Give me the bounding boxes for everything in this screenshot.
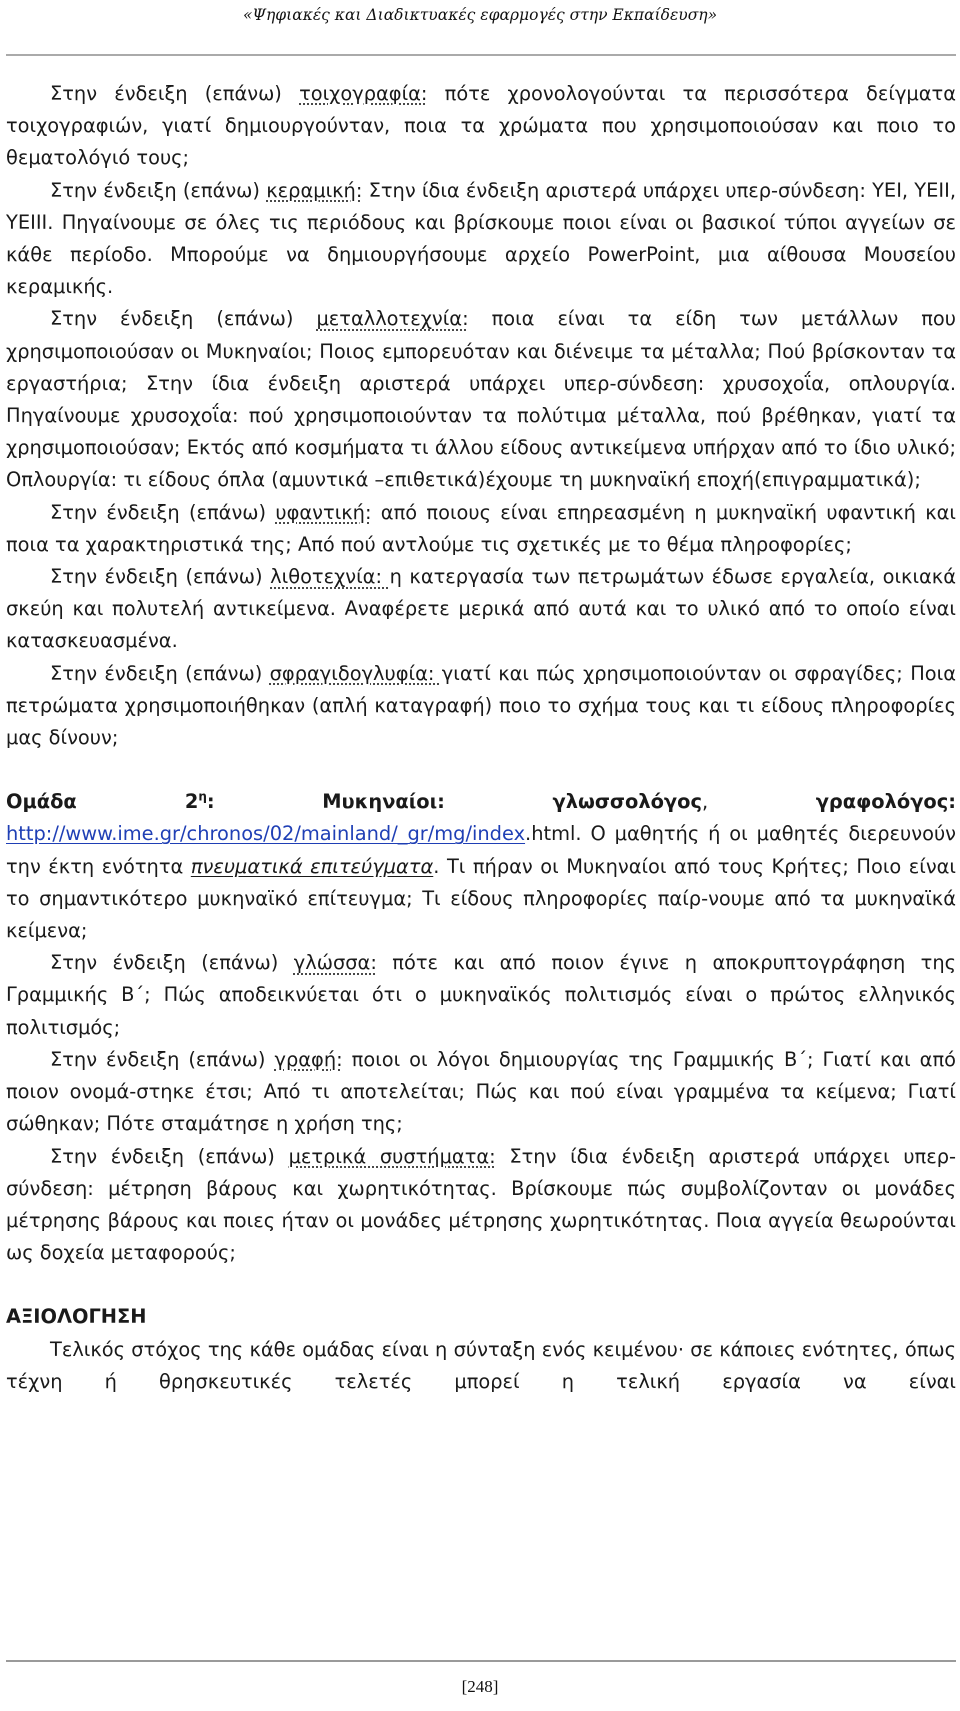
group-role-separator: , bbox=[701, 790, 709, 814]
spacer bbox=[6, 754, 956, 786]
paragraph-body: πότε και από ποιον έγινε η αποκρυπτογράφηση της Γραμμικής Β΄; Πώς αποδεικνύεται ότι ο μυκηναϊκός πολιτισμός είναι ο πρώτος ελληνικός πολιτισμός; bbox=[6, 951, 956, 1039]
paragraph-script bbox=[6, 1044, 956, 1141]
paragraph-lead: Στην ένδειξη (επάνω) bbox=[50, 661, 270, 685]
paragraph-ceramics bbox=[6, 175, 956, 304]
paragraph-group-2 bbox=[6, 786, 956, 947]
paragraph-body: . Τι πήραν οι Μυκηναίοι από τους Κρήτες; Ποιο είναι το σημαντικότερο μυκηναϊκό επίτευγμα; Τι είδους πληροφορίες παίρ-νουμε από τα μυκηναϊκά κείμενα; bbox=[6, 854, 956, 943]
source-link-suffix: .html. bbox=[525, 822, 582, 846]
paragraph-lead: Στην ένδειξη (επάνω) bbox=[50, 500, 276, 524]
paragraph-body: γιατί και πώς χρησιμοποιούνταν οι σφραγίδες; Ποια πετρώματα χρησιμοποιήθηκαν (απλή καταγραφή) ποιο το σχήμα τους και τι είδους πληροφορίες μας δίνουν; bbox=[6, 661, 957, 750]
paragraph-body: πότε χρονολογούνται τα περισσότερα δείγματα τοιχογραφιών, γιατί δημιουργούνταν, ποια τα χρώματα που χρησιμοποιούσαν και ποιο το θεματολόγιό τους; bbox=[6, 82, 957, 170]
keyword-script: γραφή: bbox=[274, 1047, 343, 1071]
paragraph-seal-carving bbox=[6, 658, 956, 755]
spacer bbox=[6, 1269, 956, 1301]
paragraph-body: Ο μαθητής ή οι μαθητές διερευνούν την έκτη ενότητα bbox=[6, 822, 956, 878]
page-number: [248] bbox=[461, 1677, 499, 1696]
keyword-wall-painting: τοιχογραφία: bbox=[299, 82, 428, 105]
keyword-weaving: υφαντική: bbox=[275, 500, 372, 524]
paragraph-weaving bbox=[6, 497, 956, 561]
header-rule bbox=[6, 54, 956, 56]
paragraph-lead: Στην ένδειξη (επάνω) bbox=[50, 951, 294, 975]
paragraph-body: η κατεργασία των πετρωμάτων έδωσε εργαλεία, οικιακά σκεύη και πολυτελή αντικείμενα. Αναφέρετε μερικά από αυτά και το υλικό από το οποίο είναι κατασκευασμένα. bbox=[6, 565, 956, 653]
paragraph-stonework bbox=[6, 561, 956, 658]
paragraph-lead: Στην ένδειξη (επάνω) bbox=[50, 1144, 289, 1168]
keyword-seal-carving: σφραγιδογλυφία: bbox=[269, 661, 442, 685]
paragraph-measurement-systems bbox=[6, 1141, 956, 1270]
evaluation-heading: ΑΞΙΟΛΟΓΗΣΗ bbox=[6, 1305, 147, 1329]
group-label-superscript: η bbox=[198, 789, 207, 804]
section-title-spiritual-achievements: πνευματικά επιτεύγματα bbox=[190, 854, 434, 878]
paragraph-lead: Στην ένδειξη (επάνω) bbox=[50, 82, 300, 105]
group-topic: Μυκηναίοι: bbox=[322, 790, 445, 814]
paragraph-wall-paintings bbox=[6, 78, 956, 175]
paragraph-metalwork bbox=[6, 303, 956, 496]
paragraph-body: Στην ίδια ένδειξη αριστερά υπάρχει υπερ-σύνδεση: μέτρηση βάρους και χωρητικότητας. Βρίσκουμε πώς συμβολίζονταν οι μονάδες μέτρησης βάρους και ποιες ήταν οι μονάδες μέτρησης χωρητικότητας. Ποια αγγεία θεωρούνται ως δοχεία μεταφορούς; bbox=[6, 1144, 957, 1265]
paragraph-lead: Στην ένδειξη (επάνω) bbox=[50, 307, 317, 331]
keyword-measurement-systems: μετρικά συστήματα: bbox=[288, 1144, 496, 1168]
paragraph-lead: Στην ένδειξη (επάνω) bbox=[50, 565, 271, 589]
paragraph-body: από ποιους είναι επηρεασμένη η μυκηναϊκή υφαντική και ποια τα χαρακτηριστικά της; Από πού αντλούμε τις σχετικές με το θέμα πληροφορίες; bbox=[6, 500, 956, 556]
running-header: «Ψηφιακές και Διαδικτυακές εφαρμογές στην Εκπαίδευση» bbox=[242, 6, 718, 24]
source-link[interactable]: http://www.ime.gr/chronos/02/mainland/_gr/mg/index bbox=[6, 822, 526, 846]
footer-rule bbox=[6, 1660, 956, 1662]
paragraph-language bbox=[6, 947, 956, 1044]
group-role-graphologist: γραφολόγος: bbox=[815, 790, 956, 814]
group-role-linguist: γλωσσολόγος bbox=[552, 790, 702, 814]
paragraph-body: ποιοι οι λόγοι δημιουργίας της Γραμμικής Β΄; Γιατί και από ποιον ονομά-στηκε έτσι; Από τι αποτελείται; Πώς και πού είναι γραμμένα τα κείμενα; Γιατί σώθηκαν; Πότε σταμάτησε η χρήση της; bbox=[6, 1047, 956, 1136]
body-text bbox=[6, 78, 956, 1398]
group-label-colon: : bbox=[206, 790, 215, 814]
paragraph-lead: Στην ένδειξη (επάνω) bbox=[50, 178, 267, 202]
keyword-metalwork: μεταλλοτεχνία: bbox=[316, 307, 469, 331]
keyword-ceramics: κεραμική: bbox=[266, 178, 363, 202]
keyword-language: γλώσσα: bbox=[293, 951, 377, 975]
group-label: Ομάδα 2 bbox=[6, 790, 199, 814]
paragraph-body: Στην ίδια ένδειξη αριστερά υπάρχει υπερ-σύνδεση: ΥΕΙ, ΥΕΙΙ, ΥΕΙΙΙ. Πηγαίνουμε σε όλες τις περιόδους και βρίσκουμε ποιοι είναι οι βασικοί τύποι αγγείων σε κάθε περίοδο. Μπορούμε να δημιουργήσουμε αρχείο PowerPoint, μια αίθουσα Μουσείου κεραμικής. bbox=[6, 178, 957, 299]
paragraph-body: ποια είναι τα είδη των μετάλλων που χρησιμοποιούσαν οι Μυκηναίοι; Ποιος εμπορευόταν και διένειμε τα μέταλλα; Πού βρίσκονταν τα εργαστήρια; Στην ίδια ένδειξη αριστερά υπάρχει υπερ-σύνδεση: χρυσοχοΐα, οπλουργία. Πηγαίνουμε χρυσοχοΐα: πού χρησιμοποιούνταν τα πολύτιμα μέταλλα, πού βρέθηκαν, γιατί τα χρησιμοποιούσαν; Εκτός από κοσμήματα τι άλλου είδους αντικείμενα υπήρχαν από το ίδιο υλικό; Οπλουργία: τι είδους όπλα (αμυντικά –επιθετικά)έχουμε τη μυκηναϊκή εποχή(επιγραμματικά); bbox=[6, 307, 956, 492]
keyword-stonework: λιθοτεχνία: bbox=[270, 565, 390, 589]
evaluation-text: Τελικός στόχος της κάθε ομάδας είναι η σύνταξη ενός κειμένου· σε κάποιες ενότητες, όπως τέχνη ή θρησκευτικές τελετές μπορεί η τελική εργασία να είναι bbox=[6, 1337, 956, 1393]
paragraph-lead: Στην ένδειξη (επάνω) bbox=[50, 1047, 275, 1071]
